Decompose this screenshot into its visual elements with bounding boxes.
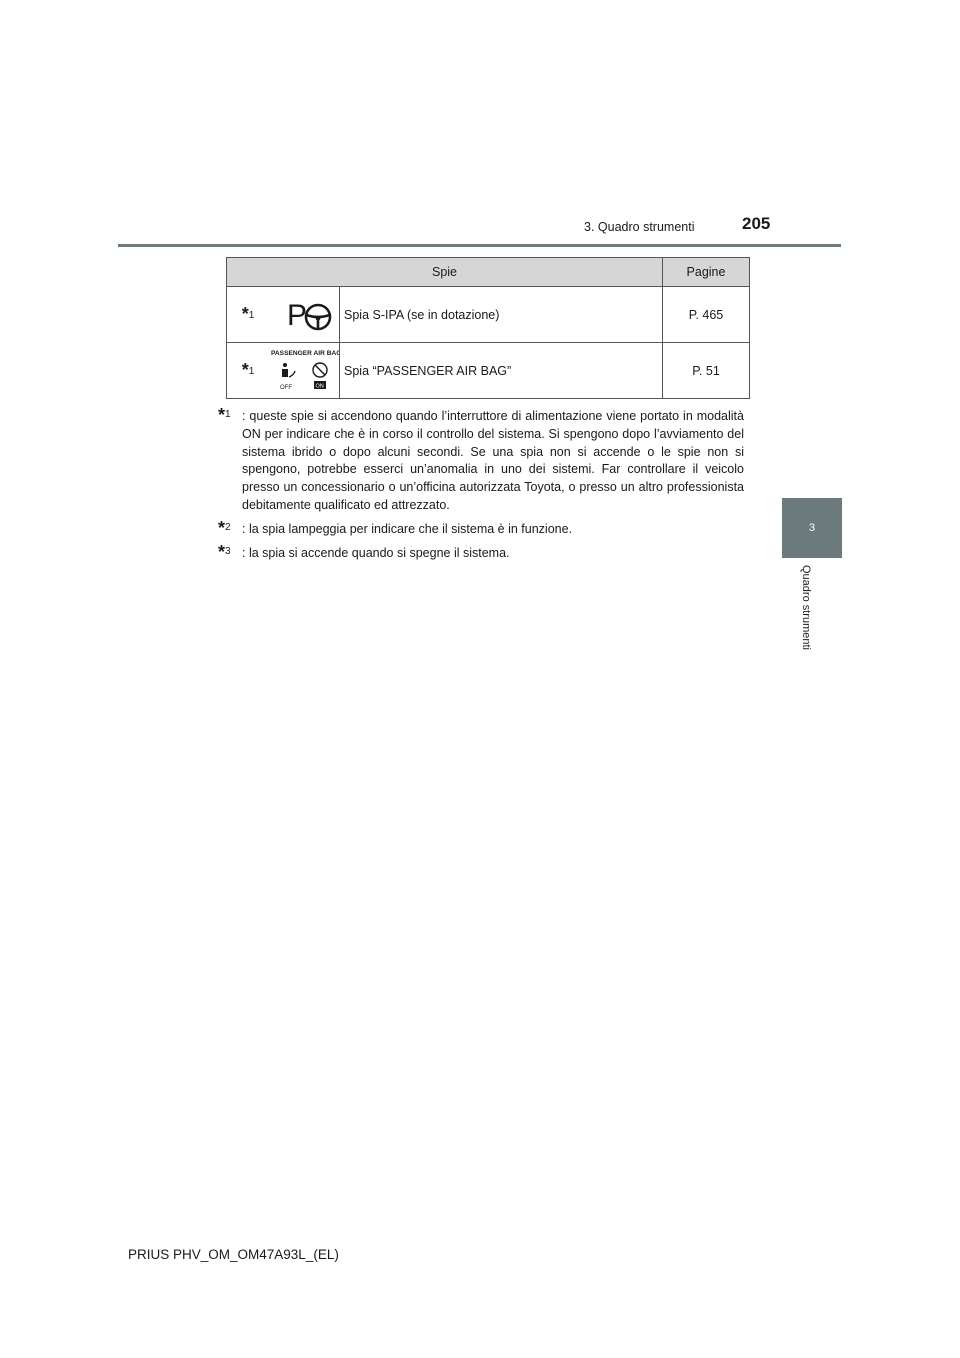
chapter-tab-label: Quadro strumenti bbox=[800, 565, 812, 650]
page-number: 205 bbox=[742, 214, 771, 233]
steering-park-assist-icon bbox=[269, 287, 340, 343]
airbag-on-label: ON bbox=[315, 383, 324, 390]
table-row bbox=[227, 287, 750, 343]
header-section-title: 3. Quadro strumenti bbox=[584, 220, 695, 234]
footnote-3: *$^3$ : la spia si accende quando si spegne il sistema. bbox=[218, 541, 510, 562]
footnote-1: *$^1$ : queste spie si accendono quando l’interruttore di alimentazione viene portato in modalità ON per indicare che è in corso il controllo del sistema. Si spengono dopo l’avviamento del sistema ibrido o dopo alcuni secondi. Se una spia non si accende o le spie non si spengono, potrebbe esserci un’anomalia in uno dei sistemi. Far controllare il veicolo presso un concessionario o un’officina autorizzata Toyota, o presso un altro professionista debitamente qualificato ed attrezzato. bbox=[218, 405, 744, 512]
footnote-ref: *$^1$ bbox=[227, 343, 270, 399]
column-header-pagine: Pagine bbox=[663, 258, 750, 287]
chapter-tab[interactable]: 3 bbox=[782, 498, 842, 558]
footnote-ref: *$^1$ bbox=[227, 287, 270, 343]
table-row bbox=[227, 343, 750, 399]
footnote-2: *$^2$ : la spia lampeggia per indicare che il sistema è in funzione. bbox=[218, 517, 573, 538]
airbag-off-label: OFF bbox=[280, 385, 292, 391]
header-rule bbox=[118, 244, 841, 247]
page-reference[interactable]: P. 51 bbox=[663, 343, 750, 399]
passenger-airbag-indicator-icon bbox=[269, 343, 340, 399]
light-description: Spia S-IPA (se in dotazione) bbox=[340, 287, 663, 343]
document-code: PRIUS PHV_OM_OM47A93L_(EL) bbox=[128, 1247, 339, 1262]
page-reference[interactable]: P. 465 bbox=[663, 287, 750, 343]
light-description: Spia “PASSENGER AIR BAG” bbox=[340, 343, 663, 399]
footnotes bbox=[218, 405, 744, 568]
column-header-spie: Spie bbox=[227, 258, 663, 287]
warning-lights-table bbox=[226, 257, 750, 399]
airbag-icon-title: PASSENGER AIR BAG bbox=[271, 350, 339, 357]
svg-text:P: P bbox=[287, 299, 308, 332]
